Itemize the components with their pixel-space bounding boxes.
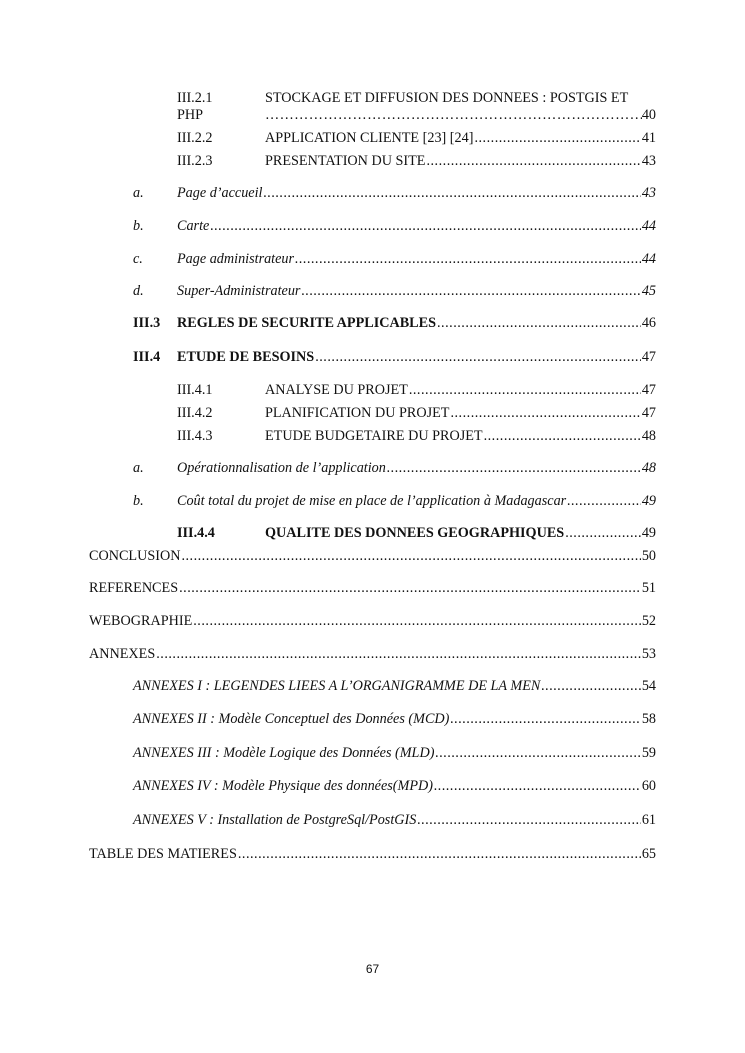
toc-entry-title: ANNEXES I : LEGENDES LIEES A L’ORGANIGRAMME DE LA MEN	[133, 678, 541, 694]
dot-leader	[409, 382, 641, 399]
toc-entry-page: 47	[641, 349, 656, 365]
toc-entry-number-continued-text: PHP	[177, 107, 204, 123]
toc-entry	[89, 613, 656, 630]
toc-entry-page: 49	[641, 525, 656, 541]
toc-entry	[177, 405, 656, 422]
toc-entry	[133, 283, 656, 300]
dot-leader	[238, 846, 641, 863]
toc-entry	[89, 846, 656, 863]
toc-entry-number: III.4	[133, 349, 161, 365]
toc-entry-title: Coût total du projet de mise en place de l’application à Madagascar	[177, 493, 567, 509]
toc-entry-title: ETUDE BUDGETAIRE DU PROJET	[265, 428, 483, 444]
toc-entry-title: ANNEXES V : Installation de PostgreSql/PostGIS	[133, 812, 417, 828]
toc-entry-number: III.4.3	[177, 428, 213, 444]
toc-entry-page: 48	[641, 460, 656, 476]
toc-entry-title: ANALYSE DU PROJET	[265, 382, 408, 398]
toc-entry-title: Super-Administrateur	[177, 283, 301, 299]
toc-entry-page: 65	[641, 846, 656, 862]
toc-entry	[89, 580, 656, 597]
toc-entry	[133, 251, 656, 268]
toc-entry	[133, 778, 656, 795]
toc-entry-page: 61	[641, 812, 656, 828]
toc-entry	[89, 646, 656, 663]
toc-entry-title: APPLICATION CLIENTE [23] [24]	[265, 130, 474, 146]
toc-entry	[177, 525, 656, 542]
toc-entry-number: III.2.3	[177, 153, 213, 169]
toc-entry	[133, 315, 656, 332]
toc-entry-title: REFERENCES	[89, 580, 179, 596]
toc-entry-title: ANNEXES IV : Modèle Physique des données(MPD)	[133, 778, 433, 794]
dot-leader	[156, 646, 641, 663]
toc-entry-page: 54	[641, 678, 656, 694]
dot-leader	[437, 315, 641, 332]
toc-entry-number-continued	[177, 107, 203, 124]
dot-leader	[301, 283, 640, 300]
dot-leader	[450, 405, 640, 422]
toc-entry-page: 47	[641, 405, 656, 421]
dot-leader	[210, 218, 640, 235]
toc-entry-number: III.4.2	[177, 405, 213, 421]
dot-leader	[484, 428, 641, 445]
toc-entry-title: Page administrateur	[177, 251, 295, 267]
toc-entry	[89, 548, 656, 565]
toc-entry-number: III.3	[133, 315, 161, 331]
toc-entry	[133, 745, 656, 762]
toc-entry-title: TABLE DES MATIERES	[89, 846, 237, 862]
toc-entry-page: 46	[641, 315, 656, 331]
toc-entry-number: III.2.2	[177, 130, 213, 146]
toc-entry-title: Page d’accueil	[177, 185, 263, 201]
toc-entry-number: b.	[133, 218, 144, 234]
toc-entry-number: a.	[133, 460, 144, 476]
toc-entry-title: ANNEXES II : Modèle Conceptuel des Données (MCD)	[133, 711, 450, 727]
toc-entry	[177, 382, 656, 399]
toc-entry-page: 58	[641, 711, 656, 727]
toc-entry-page: 44	[641, 251, 656, 267]
page-number: 67	[365, 962, 380, 976]
toc-entry-page: 44	[641, 218, 656, 234]
dot-leader	[567, 493, 641, 510]
toc-entry-page: 43	[641, 153, 656, 169]
toc-entry-title: Opérationnalisation de l’application	[177, 460, 386, 476]
toc-entry-page: 48	[641, 428, 656, 444]
dot-leader	[434, 778, 641, 795]
dot-leader	[417, 812, 640, 829]
dot-leader	[541, 678, 640, 695]
toc-entry-title: ANNEXES III : Modèle Logique des Données (MLD)	[133, 745, 435, 761]
toc-entry-page: 45	[641, 283, 656, 299]
toc-entry-number: b.	[133, 493, 144, 509]
toc-entry-page: 50	[641, 548, 656, 564]
toc-entry	[133, 460, 656, 477]
dot-leader	[474, 130, 640, 147]
dot-leader	[193, 613, 641, 630]
dot-leader	[565, 525, 641, 542]
toc-entry	[177, 130, 656, 147]
toc-entry-number	[177, 90, 212, 107]
toc-entry-title: ANNEXES	[89, 646, 156, 662]
toc-entry	[133, 678, 656, 695]
toc-entry-title: PLANIFICATION DU PROJET	[265, 405, 450, 421]
toc-entry-page: 60	[641, 778, 656, 794]
toc-entry-number: d.	[133, 283, 144, 299]
toc-entry	[177, 153, 656, 170]
toc-entry-number: c.	[133, 251, 143, 267]
toc-entry-page: 47	[641, 382, 656, 398]
dot-leader	[450, 711, 640, 728]
toc-entry	[133, 812, 656, 829]
toc-entry-page: 53	[641, 646, 656, 662]
dot-leader	[315, 349, 641, 366]
toc-entry-title: STOCKAGE ET DIFFUSION DES DONNEES : POSTGIS ET	[265, 90, 629, 106]
toc-entry-number: III.4.4	[177, 525, 215, 541]
toc-entry-title: ETUDE DE BESOINS	[177, 349, 315, 365]
dot-leader	[295, 251, 641, 268]
toc-entry	[133, 185, 656, 202]
toc-entry-page: 52	[641, 613, 656, 629]
toc-entry-title: REGLES DE SECURITE APPLICABLES	[177, 315, 436, 331]
toc-entry-title: Carte	[177, 218, 210, 234]
dot-leader	[263, 185, 640, 202]
toc-entry-number: III.4.1	[177, 382, 213, 398]
toc-entry	[133, 711, 656, 728]
toc-entry	[133, 349, 656, 366]
toc-entry	[133, 493, 656, 510]
toc-entry-title: QUALITE DES DONNEES GEOGRAPHIQUES	[265, 525, 565, 541]
toc-entry-title: WEBOGRAPHIE	[89, 613, 193, 629]
toc-entry-title: CONCLUSION	[89, 548, 181, 564]
toc-entry-page: 40	[641, 107, 656, 123]
toc-entry-page: 51	[641, 580, 656, 596]
toc-entry-page: 41	[641, 130, 656, 146]
dot-leader	[435, 745, 640, 762]
toc-entry-number-text: III.2.1	[177, 90, 213, 106]
toc-entry	[177, 428, 656, 445]
dot-leader	[426, 153, 640, 170]
toc-entry-page: 43	[641, 185, 656, 201]
toc-entry-title: PRESENTATION DU SITE	[265, 153, 426, 169]
dot-leader	[387, 460, 641, 477]
dot-leader	[179, 580, 641, 597]
toc-entry-leader	[265, 107, 656, 124]
toc-entry-page: 49	[641, 493, 656, 509]
toc-entry-page: 59	[641, 745, 656, 761]
toc-entry	[133, 218, 656, 235]
dot-leader	[265, 107, 642, 124]
dot-leader	[181, 548, 640, 565]
toc-entry-number: a.	[133, 185, 144, 201]
